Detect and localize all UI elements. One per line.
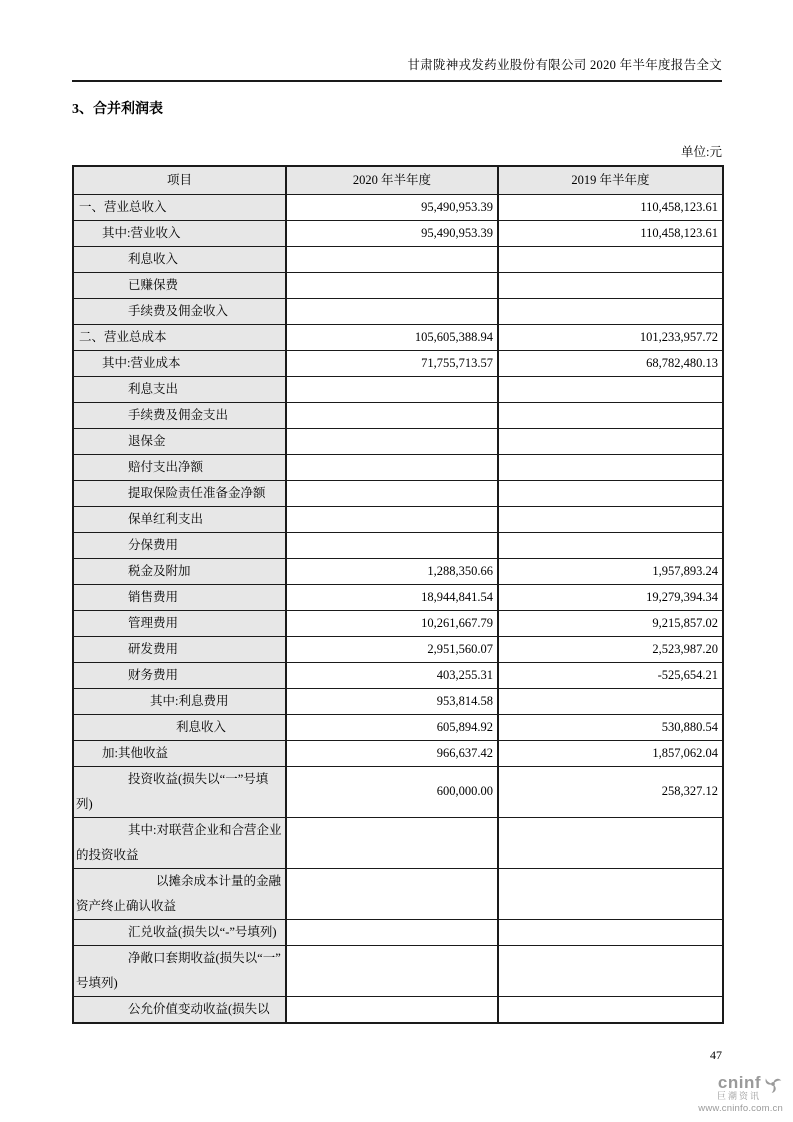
row-label: 销售费用 bbox=[73, 584, 286, 610]
income-statement-table bbox=[72, 165, 724, 1024]
row-label: 已赚保费 bbox=[73, 272, 286, 298]
cninfo-url: www.cninfo.com.cn bbox=[698, 1102, 783, 1114]
table-row bbox=[73, 558, 723, 584]
value-2019 bbox=[498, 919, 723, 945]
row-label: 退保金 bbox=[73, 428, 286, 454]
table-row bbox=[73, 246, 723, 272]
value-2019 bbox=[498, 868, 723, 919]
value-2019: 2,523,987.20 bbox=[498, 636, 723, 662]
value-2020 bbox=[286, 402, 498, 428]
value-2019: -525,654.21 bbox=[498, 662, 723, 688]
row-label: 利息收入 bbox=[73, 714, 286, 740]
row-label: 保单红利支出 bbox=[73, 506, 286, 532]
row-label: 提取保险责任准备金净额 bbox=[73, 480, 286, 506]
value-2019 bbox=[498, 376, 723, 402]
value-2020 bbox=[286, 919, 498, 945]
table-row bbox=[73, 376, 723, 402]
table-row bbox=[73, 220, 723, 246]
table-row bbox=[73, 480, 723, 506]
row-label: 赔付支出净额 bbox=[73, 454, 286, 480]
row-label: 其中:对联营企业和合营企业的投资收益 bbox=[73, 817, 286, 868]
value-2019: 110,458,123.61 bbox=[498, 220, 723, 246]
value-2020: 71,755,713.57 bbox=[286, 350, 498, 376]
value-2020 bbox=[286, 817, 498, 868]
row-label: 一、营业总收入 bbox=[73, 194, 286, 220]
table-row bbox=[73, 272, 723, 298]
value-2019 bbox=[498, 454, 723, 480]
value-2020 bbox=[286, 272, 498, 298]
value-2020 bbox=[286, 376, 498, 402]
table-row bbox=[73, 402, 723, 428]
column-header-2019: 2019 年半年度 bbox=[498, 166, 723, 194]
table-row bbox=[73, 532, 723, 558]
row-label: 公允价值变动收益(损失以 bbox=[73, 996, 286, 1023]
value-2020 bbox=[286, 996, 498, 1023]
table-row bbox=[73, 714, 723, 740]
value-2019: 1,857,062.04 bbox=[498, 740, 723, 766]
value-2020: 95,490,953.39 bbox=[286, 194, 498, 220]
value-2020: 403,255.31 bbox=[286, 662, 498, 688]
document-page bbox=[72, 0, 722, 1063]
value-2020 bbox=[286, 246, 498, 272]
row-label: 手续费及佣金收入 bbox=[73, 298, 286, 324]
page-number: 47 bbox=[710, 1047, 722, 1062]
row-label: 利息支出 bbox=[73, 376, 286, 402]
value-2020: 600,000.00 bbox=[286, 766, 498, 817]
table-row bbox=[73, 350, 723, 376]
table-row bbox=[73, 740, 723, 766]
row-label: 投资收益(损失以“一”号填列) bbox=[73, 766, 286, 817]
value-2020 bbox=[286, 480, 498, 506]
value-2019 bbox=[498, 506, 723, 532]
table-row bbox=[73, 868, 723, 919]
table-row bbox=[73, 324, 723, 350]
value-2020: 10,261,667.79 bbox=[286, 610, 498, 636]
value-2020 bbox=[286, 868, 498, 919]
table-row bbox=[73, 996, 723, 1023]
value-2019 bbox=[498, 272, 723, 298]
value-2020 bbox=[286, 428, 498, 454]
row-label: 管理费用 bbox=[73, 610, 286, 636]
column-header-2020: 2020 年半年度 bbox=[286, 166, 498, 194]
row-label: 加:其他收益 bbox=[73, 740, 286, 766]
value-2019: 1,957,893.24 bbox=[498, 558, 723, 584]
table-row bbox=[73, 662, 723, 688]
value-2020: 2,951,560.07 bbox=[286, 636, 498, 662]
value-2019 bbox=[498, 298, 723, 324]
row-label: 净敞口套期收益(损失以“一”号填列) bbox=[73, 945, 286, 996]
row-label: 税金及附加 bbox=[73, 558, 286, 584]
value-2020 bbox=[286, 506, 498, 532]
value-2019 bbox=[498, 688, 723, 714]
value-2019 bbox=[498, 428, 723, 454]
row-label: 分保费用 bbox=[73, 532, 286, 558]
value-2019: 9,215,857.02 bbox=[498, 610, 723, 636]
row-label: 手续费及佣金支出 bbox=[73, 402, 286, 428]
table-row bbox=[73, 194, 723, 220]
value-2019 bbox=[498, 532, 723, 558]
value-2019: 19,279,394.34 bbox=[498, 584, 723, 610]
value-2020 bbox=[286, 298, 498, 324]
value-2020: 966,637.42 bbox=[286, 740, 498, 766]
value-2020: 605,894.92 bbox=[286, 714, 498, 740]
value-2019 bbox=[498, 480, 723, 506]
value-2020 bbox=[286, 945, 498, 996]
value-2019: 530,880.54 bbox=[498, 714, 723, 740]
cninfo-logo bbox=[698, 1074, 783, 1114]
value-2020: 105,605,388.94 bbox=[286, 324, 498, 350]
income-statement-body bbox=[73, 194, 723, 1023]
value-2019 bbox=[498, 246, 723, 272]
table-row bbox=[73, 919, 723, 945]
unit-label: 单位:元 bbox=[681, 145, 722, 159]
table-row bbox=[73, 817, 723, 868]
value-2020: 95,490,953.39 bbox=[286, 220, 498, 246]
table-row bbox=[73, 636, 723, 662]
cninfo-brand-chinese: 巨潮资讯 bbox=[716, 1090, 761, 1101]
value-2019 bbox=[498, 945, 723, 996]
value-2019 bbox=[498, 817, 723, 868]
row-label: 财务费用 bbox=[73, 662, 286, 688]
row-label: 利息收入 bbox=[73, 246, 286, 272]
pinwheel-icon bbox=[763, 1074, 783, 1094]
value-2019 bbox=[498, 402, 723, 428]
row-label: 以摊余成本计量的金融资产终止确认收益 bbox=[73, 868, 286, 919]
value-2020: 18,944,841.54 bbox=[286, 584, 498, 610]
row-label: 其中:营业收入 bbox=[73, 220, 286, 246]
table-row bbox=[73, 688, 723, 714]
cninfo-brand-text: cninf bbox=[717, 1073, 761, 1093]
value-2019: 101,233,957.72 bbox=[498, 324, 723, 350]
table-row bbox=[73, 506, 723, 532]
row-label: 研发费用 bbox=[73, 636, 286, 662]
table-row bbox=[73, 945, 723, 996]
column-header-item: 项目 bbox=[73, 166, 286, 194]
section-title: 3、合并利润表 bbox=[72, 102, 163, 117]
value-2019: 258,327.12 bbox=[498, 766, 723, 817]
table-row bbox=[73, 584, 723, 610]
value-2020: 953,814.58 bbox=[286, 688, 498, 714]
table-row bbox=[73, 428, 723, 454]
row-label: 其中:利息费用 bbox=[73, 688, 286, 714]
value-2020: 1,288,350.66 bbox=[286, 558, 498, 584]
value-2019 bbox=[498, 996, 723, 1023]
row-label: 其中:营业成本 bbox=[73, 350, 286, 376]
table-row bbox=[73, 610, 723, 636]
report-header-title: 甘肃陇神戎发药业股份有限公司 2020 年半年度报告全文 bbox=[72, 0, 722, 82]
row-label: 二、营业总成本 bbox=[73, 324, 286, 350]
row-label: 汇兑收益(损失以“-”号填列) bbox=[73, 919, 286, 945]
value-2020 bbox=[286, 454, 498, 480]
table-header-row bbox=[73, 166, 723, 194]
value-2019: 68,782,480.13 bbox=[498, 350, 723, 376]
table-row bbox=[73, 766, 723, 817]
value-2019: 110,458,123.61 bbox=[498, 194, 723, 220]
value-2020 bbox=[286, 532, 498, 558]
table-row bbox=[73, 454, 723, 480]
table-row bbox=[73, 298, 723, 324]
